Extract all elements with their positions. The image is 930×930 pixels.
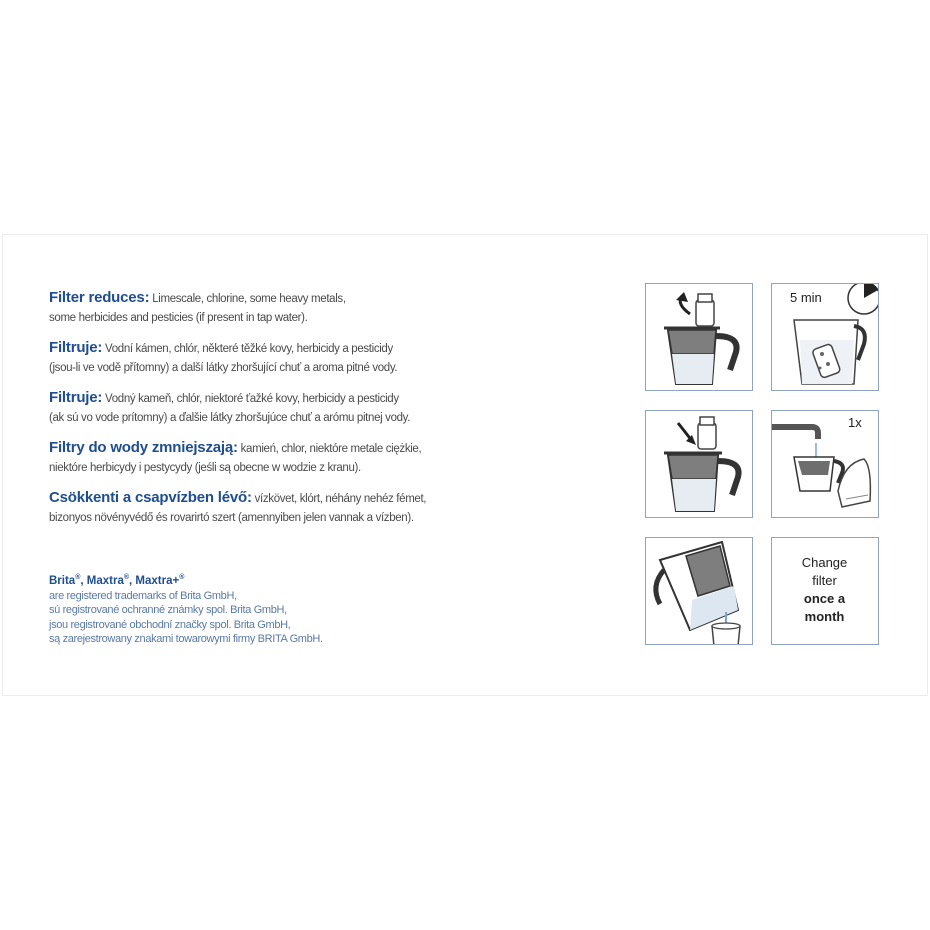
step-insert-filter — [645, 410, 753, 518]
soak-time-label: 5 min — [790, 290, 822, 305]
registered-mark: ® — [75, 574, 81, 581]
change-filter-line: Change — [801, 555, 848, 570]
paragraph-line-2: (jsou-li ve vodě přítomny) a další látky zhoršující chuť a aroma pitné vody. — [49, 362, 398, 374]
paragraph-line-1: Filtruje: Vodní kámen, chlór, některé těžké kovy, herbicidy a pesticidy — [49, 339, 393, 356]
paragraph-line-1: Csökkenti a csapvízben lévő: vízkövet, klórt, néhány nehéz fémet, — [49, 489, 427, 506]
change-filter-line: filter — [812, 573, 837, 588]
paragraph-english — [49, 288, 519, 328]
paragraph-heading: Filter reduces: — [49, 289, 150, 306]
registered-mark: ® — [123, 574, 130, 581]
step-rinse-jug — [771, 410, 879, 518]
paragraph-czech — [49, 338, 519, 378]
step-soak-filter — [771, 283, 879, 391]
registered-mark: ® — [179, 574, 185, 581]
trademark-line: są zarejestrowany znakami towarowymi firmy BRITA GmbH. — [49, 633, 323, 646]
rinse-count-label: 1x — [848, 415, 862, 430]
trademark-notice — [49, 570, 469, 647]
paragraph-heading: Filtruje: — [49, 389, 103, 406]
rinse-tap-icon — [772, 411, 879, 518]
paragraph-heading: Csökkenti a csapvízben lévő: — [49, 489, 252, 506]
jug-pour-water-icon — [646, 538, 753, 645]
paragraph-line-2: niektóre herbicydy i pestycydy (jeśli są obecne w wodzie z kranu). — [49, 462, 361, 474]
paragraph-line-2: (ak sú vo vode prítomny) a ďalšie látky zhoršujúce chuť a arómu pitnej vody. — [49, 412, 411, 424]
brand-name: Maxtra+ — [135, 574, 180, 587]
paragraph-heading: Filtry do wody zmniejszają: — [49, 439, 238, 456]
change-filter-line: once a — [803, 591, 846, 606]
paragraph-slovak — [49, 388, 519, 428]
paragraph-line-2: bizonyos növényvédő és rovarirtó szert (amennyiben jelen vannak a vízben). — [49, 512, 414, 524]
trademark-line: sú registrované ochranné známky spol. Brita GmbH, — [49, 604, 287, 617]
trademark-line: jsou registrované obchodní značky spol. Brita GmbH, — [49, 618, 291, 631]
paragraph-line-2: some herbicides and pesticies (if present in tap water). — [49, 312, 308, 324]
filter-info-text — [49, 288, 519, 538]
paragraph-hungarian — [49, 488, 519, 528]
step-change-filter — [771, 537, 879, 645]
trademark-line: are registered trademarks of Brita GmbH, — [49, 589, 237, 602]
soak-timer-icon — [772, 284, 879, 391]
step-remove-filter — [645, 283, 753, 391]
paragraph-line-1: Filtruje: Vodný kameň, chlór, niektoré ťažké kovy, herbicidy a pesticidy — [49, 389, 399, 406]
jug-insert-filter-icon — [646, 411, 753, 518]
brand-names: Brita®, Maxtra®, Maxtra+® — [49, 574, 185, 587]
paragraph-polish — [49, 438, 519, 478]
step-pour-water — [645, 537, 753, 645]
brand-name: Brita — [49, 574, 76, 587]
paragraph-heading: Filtruje: — [49, 339, 103, 356]
jug-remove-filter-icon — [646, 284, 753, 391]
paragraph-line-1: Filtry do wody zmniejszają: kamień, chlor, niektóre metale ciężkie, — [49, 439, 422, 456]
paragraph-line-1: Filter reduces: Limescale, chlorine, some heavy metals, — [49, 289, 346, 306]
change-filter-line: month — [804, 609, 845, 624]
brand-name: Maxtra — [86, 574, 124, 587]
change-filter-text — [772, 554, 877, 626]
